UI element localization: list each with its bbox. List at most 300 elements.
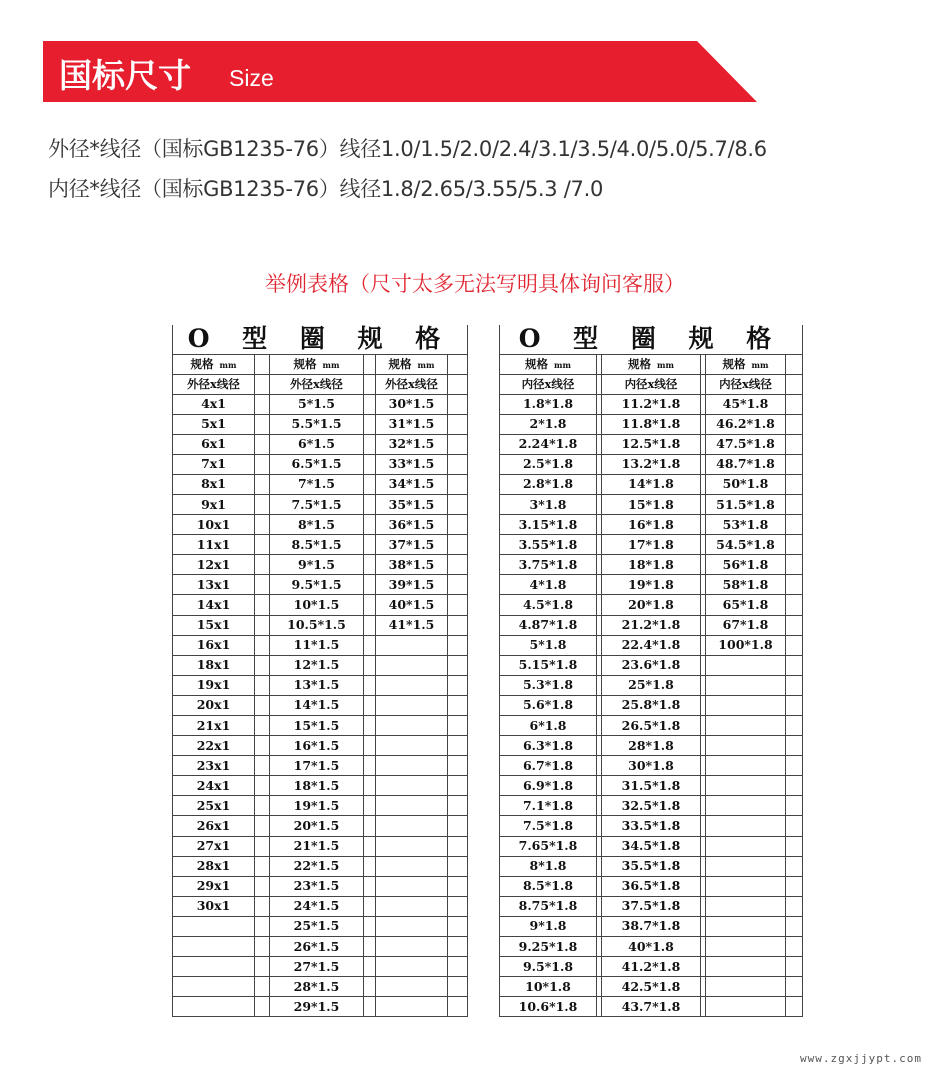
spacer-cell [255,816,270,836]
table-cell: 8*1.8 [500,856,597,876]
table-cell: 22*1.5 [270,856,364,876]
table-row [500,515,803,535]
spacer-cell [786,575,803,595]
spacer-cell [364,997,376,1017]
banner-title: 国标尺寸 [59,56,191,95]
spacer-cell [786,776,803,796]
spacer-cell [255,454,270,474]
table-cell: 6x1 [173,434,255,454]
table-cell: 11x1 [173,535,255,555]
spacer-cell [255,615,270,635]
table-cell: 4*1.8 [500,575,597,595]
table-row [173,595,468,615]
table-cell: 14x1 [173,595,255,615]
header-cell-dimension: 外径x线径 [376,374,448,394]
table-row [500,896,803,916]
table-cell [173,957,255,977]
spacer-cell [364,736,376,756]
spacer-cell [786,876,803,896]
table-row [500,695,803,715]
table-cell: 16x1 [173,635,255,655]
table-cell: 5.5*1.5 [270,414,364,434]
table-row [173,555,468,575]
spacer-cell [786,635,803,655]
table-cell: 10.5*1.5 [270,615,364,635]
spacer-cell [448,836,468,856]
spacer-cell [364,494,376,514]
table-cell: 9.5*1.5 [270,575,364,595]
spacer-cell [448,595,468,615]
table-cell [706,916,786,936]
table-cell: 23*1.5 [270,876,364,896]
spacer-cell [364,414,376,434]
spacer-cell [786,474,803,494]
header-spec-label: 规格 [722,356,746,371]
spacer-cell [448,997,468,1017]
table-row [500,957,803,977]
table-cell: 43.7*1.8 [602,997,701,1017]
table-row [173,977,468,997]
table-cell: 1.8*1.8 [500,394,597,414]
table-cell: 33.5*1.8 [602,816,701,836]
table-cell [706,896,786,916]
spacer-cell [364,655,376,675]
table-cell: 4.87*1.8 [500,615,597,635]
table-row [500,414,803,434]
spacer-cell [786,494,803,514]
table-cell: 5*1.8 [500,635,597,655]
spacer-cell [255,937,270,957]
table-row [173,997,468,1017]
table-cell: 31*1.5 [376,414,448,434]
spacer-cell [255,876,270,896]
spacer-cell [364,716,376,736]
table-row [173,434,468,454]
table-cell: 7x1 [173,454,255,474]
spacer-cell [448,414,468,434]
spacer-cell [364,937,376,957]
spacer-cell [448,776,468,796]
header-unit-label: mm [751,359,769,370]
table-row [500,776,803,796]
table-row [173,876,468,896]
table-cell: 6*1.5 [270,434,364,454]
header-cell-dimension: 外径x线径 [270,374,364,394]
spacer-cell [786,615,803,635]
table-cell [376,776,448,796]
table-cell [706,655,786,675]
table-row [173,736,468,756]
table-cell: 13.2*1.8 [602,454,701,474]
header-unit-label: mm [219,359,237,370]
table-cell: 27x1 [173,836,255,856]
table-row [173,756,468,776]
table-cell: 35.5*1.8 [602,856,701,876]
header-unit-label: mm [657,359,674,370]
spacer-cell [448,896,468,916]
table-cell [173,977,255,997]
table-row [173,856,468,876]
spacer-cell [255,354,270,374]
spacer-cell [448,515,468,535]
spacer-cell [255,434,270,454]
table-header-row [500,374,803,394]
table-cell: 36.5*1.8 [602,876,701,896]
header-spec-label: 规格 [190,356,214,371]
spacer-cell [364,957,376,977]
table-cell [376,957,448,977]
table-cell: 28*1.5 [270,977,364,997]
spacer-cell [255,494,270,514]
table-cell: 13x1 [173,575,255,595]
spacer-cell [448,615,468,635]
table-row [173,836,468,856]
table-cell [706,796,786,816]
spacer-cell [786,957,803,977]
table-cell: 28*1.8 [602,736,701,756]
table-cell: 65*1.8 [706,595,786,615]
spacer-cell [786,796,803,816]
table-cell: 29x1 [173,876,255,896]
table-cell: 7.5*1.5 [270,494,364,514]
spacer-cell [786,736,803,756]
banner-subtitle: Size [229,65,274,91]
spacer-cell [255,414,270,434]
spacer-cell [255,555,270,575]
spacer-cell [255,675,270,695]
header-cell-spec [500,354,597,374]
spacer-cell [364,635,376,655]
spacer-cell [786,434,803,454]
table-cell: 18x1 [173,655,255,675]
table-row [500,655,803,675]
table-cell [376,937,448,957]
table-cell [376,635,448,655]
header-cell-spec [173,354,255,374]
spacer-cell [786,675,803,695]
table-row [173,394,468,414]
table-row [500,816,803,836]
spacer-cell [364,394,376,414]
table-cell: 34*1.5 [376,474,448,494]
spacer-cell [364,595,376,615]
table-cell: 6*1.8 [500,716,597,736]
spacer-cell [448,474,468,494]
table-row [500,937,803,957]
table-cell: 58*1.8 [706,575,786,595]
table-cell [706,736,786,756]
table-cell: 6.5*1.5 [270,454,364,474]
table-cell: 3.75*1.8 [500,555,597,575]
table-row [500,836,803,856]
table-cell [706,675,786,695]
table-row [500,454,803,474]
table-cell: 53*1.8 [706,515,786,535]
spacer-cell [448,535,468,555]
table-cell: 9.25*1.8 [500,937,597,957]
spacer-cell [255,916,270,936]
outer-diameter-spec-table [172,325,468,1017]
table-row [173,615,468,635]
spacer-cell [786,595,803,615]
table-cell: 26.5*1.8 [602,716,701,736]
spacer-cell [364,856,376,876]
table-row [173,957,468,977]
table-header-row [500,354,803,374]
table-cell: 6.9*1.8 [500,776,597,796]
spacer-cell [255,856,270,876]
spacer-cell [786,816,803,836]
table-cell: 38*1.5 [376,555,448,575]
table-row [173,535,468,555]
table-row [500,434,803,454]
table-cell [376,916,448,936]
header-cell-dimension: 内径x线径 [706,374,786,394]
table-cell: 33*1.5 [376,454,448,474]
table-cell: 25x1 [173,796,255,816]
spacer-cell [255,474,270,494]
table-cell [376,796,448,816]
table-cell: 2.8*1.8 [500,474,597,494]
table-cell: 6.3*1.8 [500,736,597,756]
table-cell: 23x1 [173,756,255,776]
spacer-cell [448,937,468,957]
spacer-cell [364,354,376,374]
header-spec-label: 规格 [293,356,317,371]
spacer-cell [448,736,468,756]
table-cell: 3.15*1.8 [500,515,597,535]
spacer-cell [255,515,270,535]
spacer-cell [448,796,468,816]
table-cell: 20x1 [173,695,255,715]
table-row [500,876,803,896]
example-table-caption: 举例表格（尺寸太多无法写明具体询问客服） [265,272,685,296]
table-row [500,535,803,555]
table-cell: 54.5*1.8 [706,535,786,555]
table-cell: 24x1 [173,776,255,796]
spacer-cell [448,957,468,977]
table-title-row [173,325,468,354]
spacer-cell [786,937,803,957]
table-cell: 48.7*1.8 [706,454,786,474]
spacer-cell [786,655,803,675]
table-cell: 13*1.5 [270,675,364,695]
table-cell: 41*1.5 [376,615,448,635]
spacer-cell [364,615,376,635]
table-cell: 30*1.8 [602,756,701,776]
table-cell: 46.2*1.8 [706,414,786,434]
table-cell: 2.5*1.8 [500,454,597,474]
table-cell [376,816,448,836]
spacer-cell [364,776,376,796]
table-cell: 37.5*1.8 [602,896,701,916]
spacer-cell [786,896,803,916]
table-cell [706,876,786,896]
spacer-cell [448,575,468,595]
table-row [500,494,803,514]
table-cell: 11.2*1.8 [602,394,701,414]
spacer-cell [448,716,468,736]
table-row [173,474,468,494]
table-cell: 10x1 [173,515,255,535]
spacer-cell [448,675,468,695]
table-cell: 30*1.5 [376,394,448,414]
spacer-cell [786,374,803,394]
table-cell: 25*1.5 [270,916,364,936]
table-cell: 32*1.5 [376,434,448,454]
spacer-cell [255,575,270,595]
table-cell: 41.2*1.8 [602,957,701,977]
spacer-cell [448,635,468,655]
table-cell [376,695,448,715]
table-cell: 10*1.8 [500,977,597,997]
table-cell: 3.55*1.8 [500,535,597,555]
spacer-cell [364,374,376,394]
table-cell: 34.5*1.8 [602,836,701,856]
spacer-cell [255,896,270,916]
spacer-cell [255,535,270,555]
table-cell: 8.5*1.8 [500,876,597,896]
table-row [173,515,468,535]
table-cell: 12.5*1.8 [602,434,701,454]
table-cell: 10.6*1.8 [500,997,597,1017]
spacer-cell [255,595,270,615]
spacer-cell [786,454,803,474]
spacer-cell [786,555,803,575]
spacer-cell [448,354,468,374]
table-cell: 21*1.5 [270,836,364,856]
table-row [500,555,803,575]
table-cell: 9*1.8 [500,916,597,936]
table-title: O 型 圈 规 格 [500,325,803,354]
table-cell: 15*1.8 [602,494,701,514]
table-cell: 36*1.5 [376,515,448,535]
table-cell: 29*1.5 [270,997,364,1017]
table-cell [376,716,448,736]
spacer-cell [364,675,376,695]
table-cell: 22x1 [173,736,255,756]
table-row [500,394,803,414]
table-cell: 40*1.8 [602,937,701,957]
spacer-cell [255,655,270,675]
table-cell: 8x1 [173,474,255,494]
table-cell: 45*1.8 [706,394,786,414]
table-cell: 8*1.5 [270,515,364,535]
table-row [500,997,803,1017]
table-cell: 24*1.5 [270,896,364,916]
table-cell: 19*1.8 [602,575,701,595]
spacer-cell [364,515,376,535]
header-cell-dimension: 内径x线径 [602,374,701,394]
header-spec-label: 规格 [525,356,549,371]
table-cell: 15*1.5 [270,716,364,736]
table-header-row [173,354,468,374]
table-cell: 21x1 [173,716,255,736]
table-cell: 12*1.5 [270,655,364,675]
table-cell [376,736,448,756]
table-cell: 27*1.5 [270,957,364,977]
table-cell [706,716,786,736]
table-cell: 3*1.8 [500,494,597,514]
header-unit-label: mm [322,359,340,370]
spacer-cell [255,997,270,1017]
spacer-cell [364,535,376,555]
table-cell: 11.8*1.8 [602,414,701,434]
spacer-cell [364,836,376,856]
header-spec-label: 规格 [388,356,412,371]
table-row [173,414,468,434]
spacer-cell [364,555,376,575]
spacer-cell [448,977,468,997]
table-cell: 31.5*1.8 [602,776,701,796]
table-row [173,896,468,916]
table-cell: 47.5*1.8 [706,434,786,454]
spacer-cell [786,695,803,715]
table-cell: 5*1.5 [270,394,364,414]
spacer-cell [255,836,270,856]
watermark-url: www.zgxjjypt.com [800,1052,922,1065]
table-cell: 7.1*1.8 [500,796,597,816]
spacer-cell [786,414,803,434]
table-row [500,756,803,776]
spacer-cell [255,394,270,414]
spacer-cell [364,454,376,474]
table-cell [376,977,448,997]
table-cell: 5x1 [173,414,255,434]
table-cell [706,997,786,1017]
table-cell: 19*1.5 [270,796,364,816]
spacer-cell [448,374,468,394]
table-cell: 16*1.5 [270,736,364,756]
table-title-row [500,325,803,354]
table-cell: 18*1.5 [270,776,364,796]
table-cell: 25*1.8 [602,675,701,695]
spacer-cell [255,695,270,715]
table-cell [376,675,448,695]
table-cell [376,655,448,675]
table-cell: 2.24*1.8 [500,434,597,454]
spacer-cell [786,354,803,374]
table-cell: 4x1 [173,394,255,414]
table-row [173,796,468,816]
table-cell: 8.5*1.5 [270,535,364,555]
table-cell: 4.5*1.8 [500,595,597,615]
table-cell: 9.5*1.8 [500,957,597,977]
spacer-cell [448,916,468,936]
table-cell: 7*1.5 [270,474,364,494]
spacer-cell [448,856,468,876]
table-cell: 25.8*1.8 [602,695,701,715]
table-row [500,595,803,615]
spacer-cell [364,474,376,494]
table-cell: 10*1.5 [270,595,364,615]
spacer-cell [364,695,376,715]
spacer-cell [364,796,376,816]
table-cell: 28x1 [173,856,255,876]
header-unit-label: mm [554,359,571,370]
table-row [173,655,468,675]
table-cell: 5.15*1.8 [500,655,597,675]
table-row [500,615,803,635]
table-row [500,635,803,655]
spacer-cell [364,916,376,936]
table-cell: 21.2*1.8 [602,615,701,635]
table-cell: 14*1.8 [602,474,701,494]
spacer-cell [448,454,468,474]
table-row [500,796,803,816]
table-row [173,675,468,695]
table-cell: 12x1 [173,555,255,575]
